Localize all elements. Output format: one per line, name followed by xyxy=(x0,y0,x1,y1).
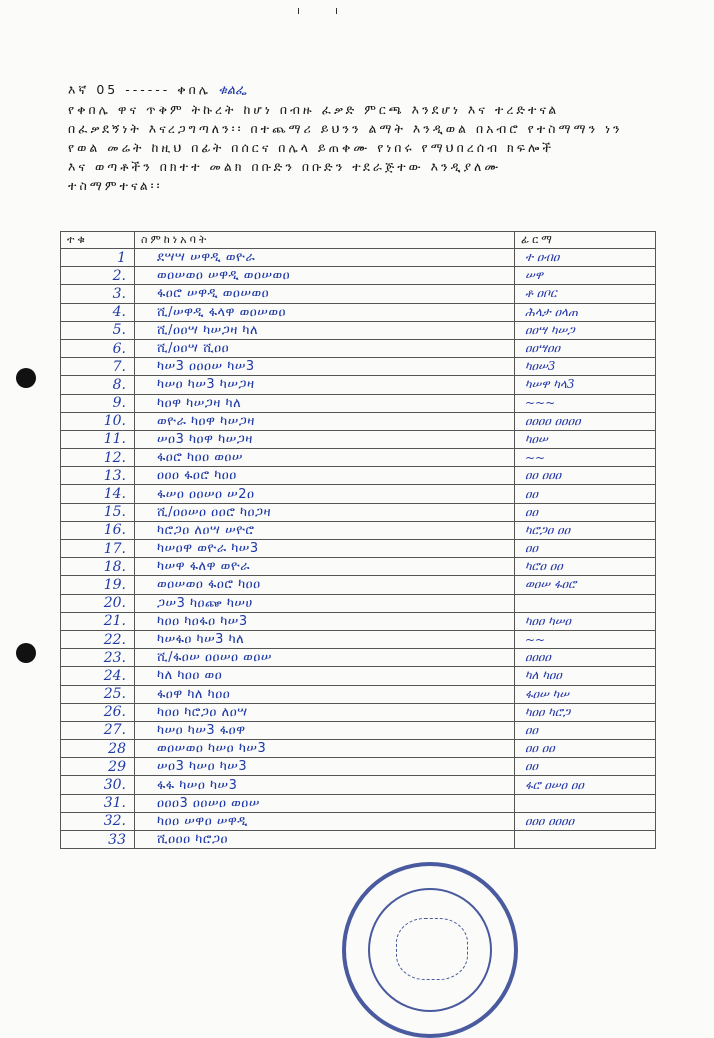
table-row xyxy=(61,721,656,739)
row-signature: ዐዐ xyxy=(515,540,656,558)
row-signature: ካሮጋዐ ዐዐ xyxy=(515,521,656,539)
column-header-name: ስምከነአባት xyxy=(135,232,515,249)
row-name: ካዐዐ ካሮጋዐ ለዐሣ xyxy=(135,703,515,721)
row-name: ካሠ3 ዐዐዐሠ ካሠ3 xyxy=(135,358,515,376)
intro-line xyxy=(68,80,628,100)
row-number: 10. xyxy=(61,412,135,430)
row-name: ወዮራ ካዐዋ ካሠጋዛ xyxy=(135,412,515,430)
table-row xyxy=(61,394,656,412)
table-row xyxy=(61,576,656,594)
row-number: 19. xyxy=(61,576,135,594)
row-name: ፋዐዋ ካለ ካዐዐ xyxy=(135,685,515,703)
punch-hole xyxy=(16,368,36,388)
row-number: 16. xyxy=(61,521,135,539)
table-row xyxy=(61,485,656,503)
table-row xyxy=(61,303,656,321)
row-name: ዐዐዐ3 ዐዐሠዐ ወዐሠ xyxy=(135,794,515,812)
kebele-name-handwritten: ቁልፌ xyxy=(218,83,247,98)
intro-line: በፈቃደኝነት እናረጋግጣለን፡፡ በተጨማሪ ይህንን ልማት እንዲወል በአብሮ የተስማማን ነን xyxy=(68,121,623,136)
table-row xyxy=(61,612,656,630)
top-mark xyxy=(336,8,337,14)
row-name: ወዐሠወዐ ፋዐሮ ካዐዐ xyxy=(135,576,515,594)
row-signature: ዐዐ ዐዐዐ xyxy=(515,467,656,485)
row-number: 7. xyxy=(61,358,135,376)
table-row xyxy=(61,540,656,558)
row-signature: ~~ xyxy=(515,449,656,467)
row-number: 2. xyxy=(61,267,135,285)
intro-line: ተስማምተናል፡፡ xyxy=(68,178,163,193)
row-signature: ካዐዐ ካሠዐ xyxy=(515,612,656,630)
row-number: 31. xyxy=(61,794,135,812)
row-number: 32. xyxy=(61,812,135,830)
table-row xyxy=(61,503,656,521)
table-row xyxy=(61,794,656,812)
row-number: 12. xyxy=(61,449,135,467)
row-number: 33 xyxy=(61,831,135,849)
row-signature xyxy=(515,794,656,812)
row-name: ፋዐሮ ሠዋዲ ወዐሠወዐ xyxy=(135,285,515,303)
row-signature xyxy=(515,831,656,849)
row-number: 3. xyxy=(61,285,135,303)
row-name: ደሣሣ ሠዋዲ ወዮራ xyxy=(135,249,515,267)
intro-line: እና ወጣቶችን በክተተ መልክ በቡድን በቡድን ተደራጅተው እንዲያለሙ xyxy=(68,159,502,174)
row-name: ካሠዋ ፋለዋ ወዮራ xyxy=(135,558,515,576)
table-row xyxy=(61,521,656,539)
column-header-number: ተቁ xyxy=(61,232,135,249)
table-row xyxy=(61,249,656,267)
row-number: 30. xyxy=(61,776,135,794)
row-number: 14. xyxy=(61,485,135,503)
table-row xyxy=(61,703,656,721)
intro-line: የወል መሬት ከዚህ በፊት በሰርና በሌላ ይጠቀሙ የነበሩ የማህበረሰብ ክፍሎች xyxy=(68,140,555,155)
row-name: ካሠፋዐ ካሠ3 ካለ xyxy=(135,630,515,648)
row-number: 17. xyxy=(61,540,135,558)
row-signature: ዐዐ ዐዐ xyxy=(515,740,656,758)
row-name: ወዐሠወዐ ካሠዐ ካሠ3 xyxy=(135,740,515,758)
row-signature: ቶ ዐቦር xyxy=(515,285,656,303)
intro-paragraph xyxy=(68,80,628,195)
table-row xyxy=(61,321,656,339)
row-name: ሠዐ3 ካሠዐ ካሠ3 xyxy=(135,758,515,776)
row-name: ሺ/ፋዐሠ ዐዐሠዐ ወዐሠ xyxy=(135,649,515,667)
punch-hole xyxy=(16,643,36,663)
row-number: 24. xyxy=(61,667,135,685)
row-signature: ዐዐ xyxy=(515,721,656,739)
row-number: 22. xyxy=(61,630,135,648)
row-name: ሺዐዐዐ ካሮጋዐ xyxy=(135,831,515,849)
row-signature: ዐዐዐዐ xyxy=(515,649,656,667)
row-name: ካሠዐ ካሠ3 ፋዐዋ xyxy=(135,721,515,739)
table-row xyxy=(61,430,656,448)
row-number: 23. xyxy=(61,649,135,667)
row-signature: ዐዐ xyxy=(515,485,656,503)
table-row xyxy=(61,267,656,285)
row-signature: ዐዐዐዐ ዐዐዐዐ xyxy=(515,412,656,430)
table-row xyxy=(61,339,656,357)
table-row xyxy=(61,740,656,758)
row-signature: ዐዐ xyxy=(515,503,656,521)
column-header-signature: ፊርማ xyxy=(515,232,656,249)
row-number: 1 xyxy=(61,249,135,267)
row-name: ሠዐ3 ካዐዋ ካሠጋዛ xyxy=(135,430,515,448)
row-signature: ካዐሠ3 xyxy=(515,358,656,376)
row-signature: ፋዐሠ ካሠ xyxy=(515,685,656,703)
table-row xyxy=(61,358,656,376)
row-name: ሺ/ሠዋዲ ፋላዋ ወዐሠወዐ xyxy=(135,303,515,321)
row-signature: ዐዐ xyxy=(515,758,656,776)
table-row xyxy=(61,667,656,685)
row-signature: ዐዐሣ ካሠጋ xyxy=(515,321,656,339)
row-signature: ካሠዋ ካላ3 xyxy=(515,376,656,394)
row-name: ሺ/ዐዐሣ ካሠጋዛ ካለ xyxy=(135,321,515,339)
row-name: ሺ/ዐዐሣ ሺዐዐ xyxy=(135,339,515,357)
table-row xyxy=(61,285,656,303)
row-signature: ዐዐሣዐዐ xyxy=(515,339,656,357)
table-row xyxy=(61,685,656,703)
row-number: 28 xyxy=(61,740,135,758)
table-row xyxy=(61,812,656,830)
table-header-row xyxy=(61,232,656,249)
table-row xyxy=(61,649,656,667)
row-name: ካዐዋ ካሠጋዛ ካለ xyxy=(135,394,515,412)
row-number: 26. xyxy=(61,703,135,721)
official-stamp xyxy=(342,862,518,1038)
row-signature: ~~ xyxy=(515,630,656,648)
row-number: 20. xyxy=(61,594,135,612)
row-signature: ካዐሠ xyxy=(515,430,656,448)
table-row xyxy=(61,558,656,576)
row-signature: ካለ ካዐዐ xyxy=(515,667,656,685)
table-row xyxy=(61,776,656,794)
table-row xyxy=(61,449,656,467)
intro-line: የቀበሌ ዋና ጥቅም ትኩረት ከሆነ በብዙ ፈቃድ ምርጫ እንደሆነ እና ተረድተናል xyxy=(68,102,560,117)
row-name: ፋዐሮ ካዐዐ ወዐሠ xyxy=(135,449,515,467)
row-name: ሺ/ዐዐሠዐ ዐዐሮ ካዐጋዛ xyxy=(135,503,515,521)
row-name: ካለ ካዐዐ ወዐ xyxy=(135,667,515,685)
row-name: ካዐዐ ካዐፋዐ ካሠ3 xyxy=(135,612,515,630)
table-row xyxy=(61,831,656,849)
row-signature: ወዐሠ ፋዐሮ xyxy=(515,576,656,594)
row-number: 11. xyxy=(61,430,135,448)
row-signature: ሕላታ ዐላጠ xyxy=(515,303,656,321)
stamp-emblem xyxy=(396,918,468,980)
row-number: 13. xyxy=(61,467,135,485)
row-signature: ሠዋ xyxy=(515,267,656,285)
row-number: 25. xyxy=(61,685,135,703)
table-row xyxy=(61,630,656,648)
row-signature: ~~~ xyxy=(515,394,656,412)
row-number: 4. xyxy=(61,303,135,321)
row-number: 27. xyxy=(61,721,135,739)
table-row xyxy=(61,376,656,394)
row-number: 6. xyxy=(61,339,135,357)
row-name: ፋሠዐ ዐዐሠዐ ሠ2ዐ xyxy=(135,485,515,503)
row-number: 29 xyxy=(61,758,135,776)
row-signature: ካዐዐ ካሮጋ xyxy=(515,703,656,721)
intro-line-text: እኛ 05 ------ ቀበሌ xyxy=(68,82,219,97)
row-name: ወዐሠወዐ ሠዋዲ ወዐሠወዐ xyxy=(135,267,515,285)
row-signature: ተ ዐብዐ xyxy=(515,249,656,267)
signature-table xyxy=(60,231,656,849)
row-number: 5. xyxy=(61,321,135,339)
row-signature: ዐዐዐ ዐዐዐዐ xyxy=(515,812,656,830)
row-name: ዐዐዐ ፋዐሮ ካዐዐ xyxy=(135,467,515,485)
row-number: 21. xyxy=(61,612,135,630)
table-row xyxy=(61,758,656,776)
row-number: 8. xyxy=(61,376,135,394)
top-mark xyxy=(298,8,299,14)
row-name: ካሠዐዋ ወዮራ ካሠ3 xyxy=(135,540,515,558)
row-name: ካሮጋዐ ለዐሣ ሠዮሮ xyxy=(135,521,515,539)
row-signature: ፋሮ ዐሠዐ ዐዐ xyxy=(515,776,656,794)
row-name: ካሠዐ ካሠ3 ካሠጋዛ xyxy=(135,376,515,394)
row-number: 15. xyxy=(61,503,135,521)
table-row xyxy=(61,467,656,485)
row-name: ካዐዐ ሠዋዐ ሠዋዲ xyxy=(135,812,515,830)
row-signature xyxy=(515,594,656,612)
table-row xyxy=(61,594,656,612)
row-signature: ካሮዐ ዐዐ xyxy=(515,558,656,576)
table-row xyxy=(61,412,656,430)
row-name: ፋፋ ካሠዐ ካሠ3 xyxy=(135,776,515,794)
row-number: 18. xyxy=(61,558,135,576)
row-name: ጋሠ3 ካዐጬ ካሠሀ xyxy=(135,594,515,612)
row-number: 9. xyxy=(61,394,135,412)
